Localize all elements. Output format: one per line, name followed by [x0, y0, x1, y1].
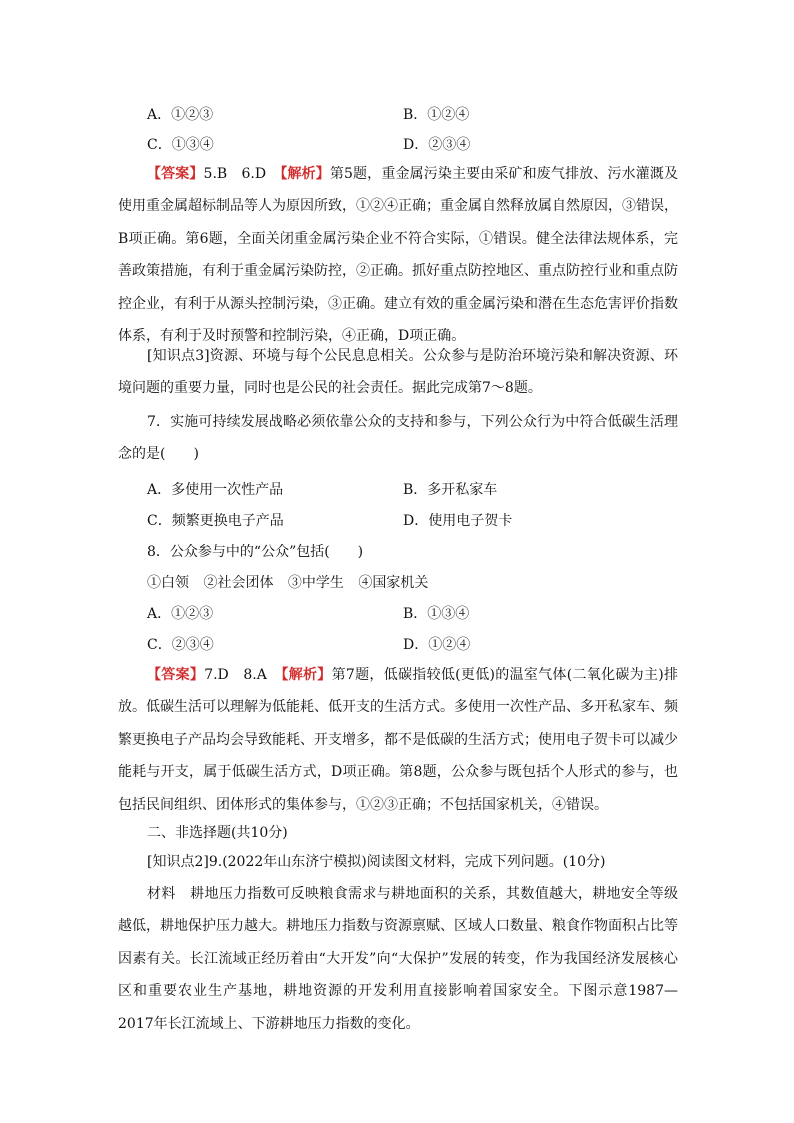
answer-tag: 【答案】 [147, 667, 205, 683]
analysis-tag: 【解析】 [281, 667, 332, 683]
q8-item-2: ②社会团体 [203, 575, 274, 591]
q8-item-1: ①白领 [147, 575, 189, 591]
option-d: D．①②④ [403, 637, 471, 653]
question-8-text: 8．公众参与中的“公众”包括( ) [147, 544, 364, 560]
option-b: B．①③④ [403, 606, 470, 622]
answer-tag: 【答案】 [147, 166, 204, 182]
question-7-text: 7．实施可持续发展战略必须依靠公众的支持和参与，下列公众行为中符合低碳生活理念的是( ) [118, 414, 678, 463]
answer-7-8 [118, 659, 678, 821]
option-b: B．多开私家车 [403, 482, 498, 498]
analysis-tag: 【解析】 [280, 166, 330, 182]
question-9 [118, 846, 678, 878]
section-heading: 二、非选择题(共10分) [147, 825, 288, 841]
q8-item-4: ④国家机关 [358, 575, 429, 591]
option-b: B．①②④ [403, 107, 470, 123]
q8-options-row-1 [147, 603, 707, 627]
q8-item-3: ③中学生 [287, 575, 344, 591]
analysis-text: 第5题，重金属污染主要由采矿和废气排放、污水灌溉及使用重金属超标制品等人为原因所致，①②④正确；重金属自然释放属自然原因，③错误，B项正确。第6题，全面关闭重金属污染企业不符合实际，①错误。健全法律法规体系，完善政策措施，有利于重金属污染防控，②正确。抓好重点防控地区、重点防控行业和重点防控企业，有利于从源头控制污染，③正确。建立有效的重金属污染和潜在生态危害评价指数体系，有利于及时预警和控制污染，④正确，D项正确。 [118, 166, 679, 345]
question-8-items [147, 572, 438, 592]
knowledge-point-text: [知识点3]资源、环境与每个公民息息相关。公众参与是防治环境污染和解决资源、环境问题的重要力量，同时也是公民的社会责任。据此完成第7～8题。 [118, 348, 678, 397]
option-a: A．①②③ [147, 107, 214, 123]
q5-6-options-row-1 [147, 104, 707, 128]
material [118, 878, 678, 1040]
q7-options-row-2 [147, 510, 707, 534]
option-c: C．②③④ [147, 637, 214, 653]
option-d: D．使用电子贺卡 [403, 513, 513, 529]
option-d: D．②③④ [403, 137, 471, 153]
question-7 [118, 406, 678, 471]
option-a: A．多使用一次性产品 [147, 482, 284, 498]
analysis-text: 第7题，低碳指较低(更低)的温室气体(二氧化碳为主)排放。低碳生活可以理解为低能耗、低开支的生活方式。多使用一次性产品、多开私家车、频繁更换电子产品均会导致能耗、开支增多，都不是低碳的生活方式；使用电子贺卡可以减少能耗与开支，属于低碳生活方式，D项正确。第8题，公众参与既包括个人形式的参与，也包括民间组织、团体形式的集体参与，①②③正确；不包括国家机关，④错误。 [118, 667, 679, 813]
knowledge-point-3 [118, 340, 678, 405]
option-c: C．频繁更换电子产品 [147, 513, 284, 529]
answer-5-6 [118, 158, 678, 352]
question-9-text: [知识点2]9.(2022年山东济宁模拟)阅读图文材料，完成下列问题。(10分) [147, 854, 606, 870]
q5-6-options-row-2 [147, 134, 707, 158]
q7-options-row-1 [147, 479, 707, 503]
option-c: C．①③④ [147, 137, 214, 153]
answer-values: 5.B 6.D [203, 166, 267, 182]
answer-values: 7.D 8.A [204, 667, 267, 683]
material-text: 材料 耕地压力指数可反映粮食需求与耕地面积的关系，其数值越大，耕地安全等级越低，耕地保护压力越大。耕地压力指数与资源禀赋、区域人口数量、粮食作物面积占比等因素有关。长江流域正经历着由“大开发”向“大保护”发展的转变，作为我国经济发展核心区和重要农业生产基地，耕地资源的开发利用直接影响着国家安全。下图示意1987—2017年长江流域上、下游耕地压力指数的变化。 [118, 886, 678, 1032]
q8-options-row-2 [147, 634, 707, 658]
option-a: A．①②③ [147, 606, 214, 622]
